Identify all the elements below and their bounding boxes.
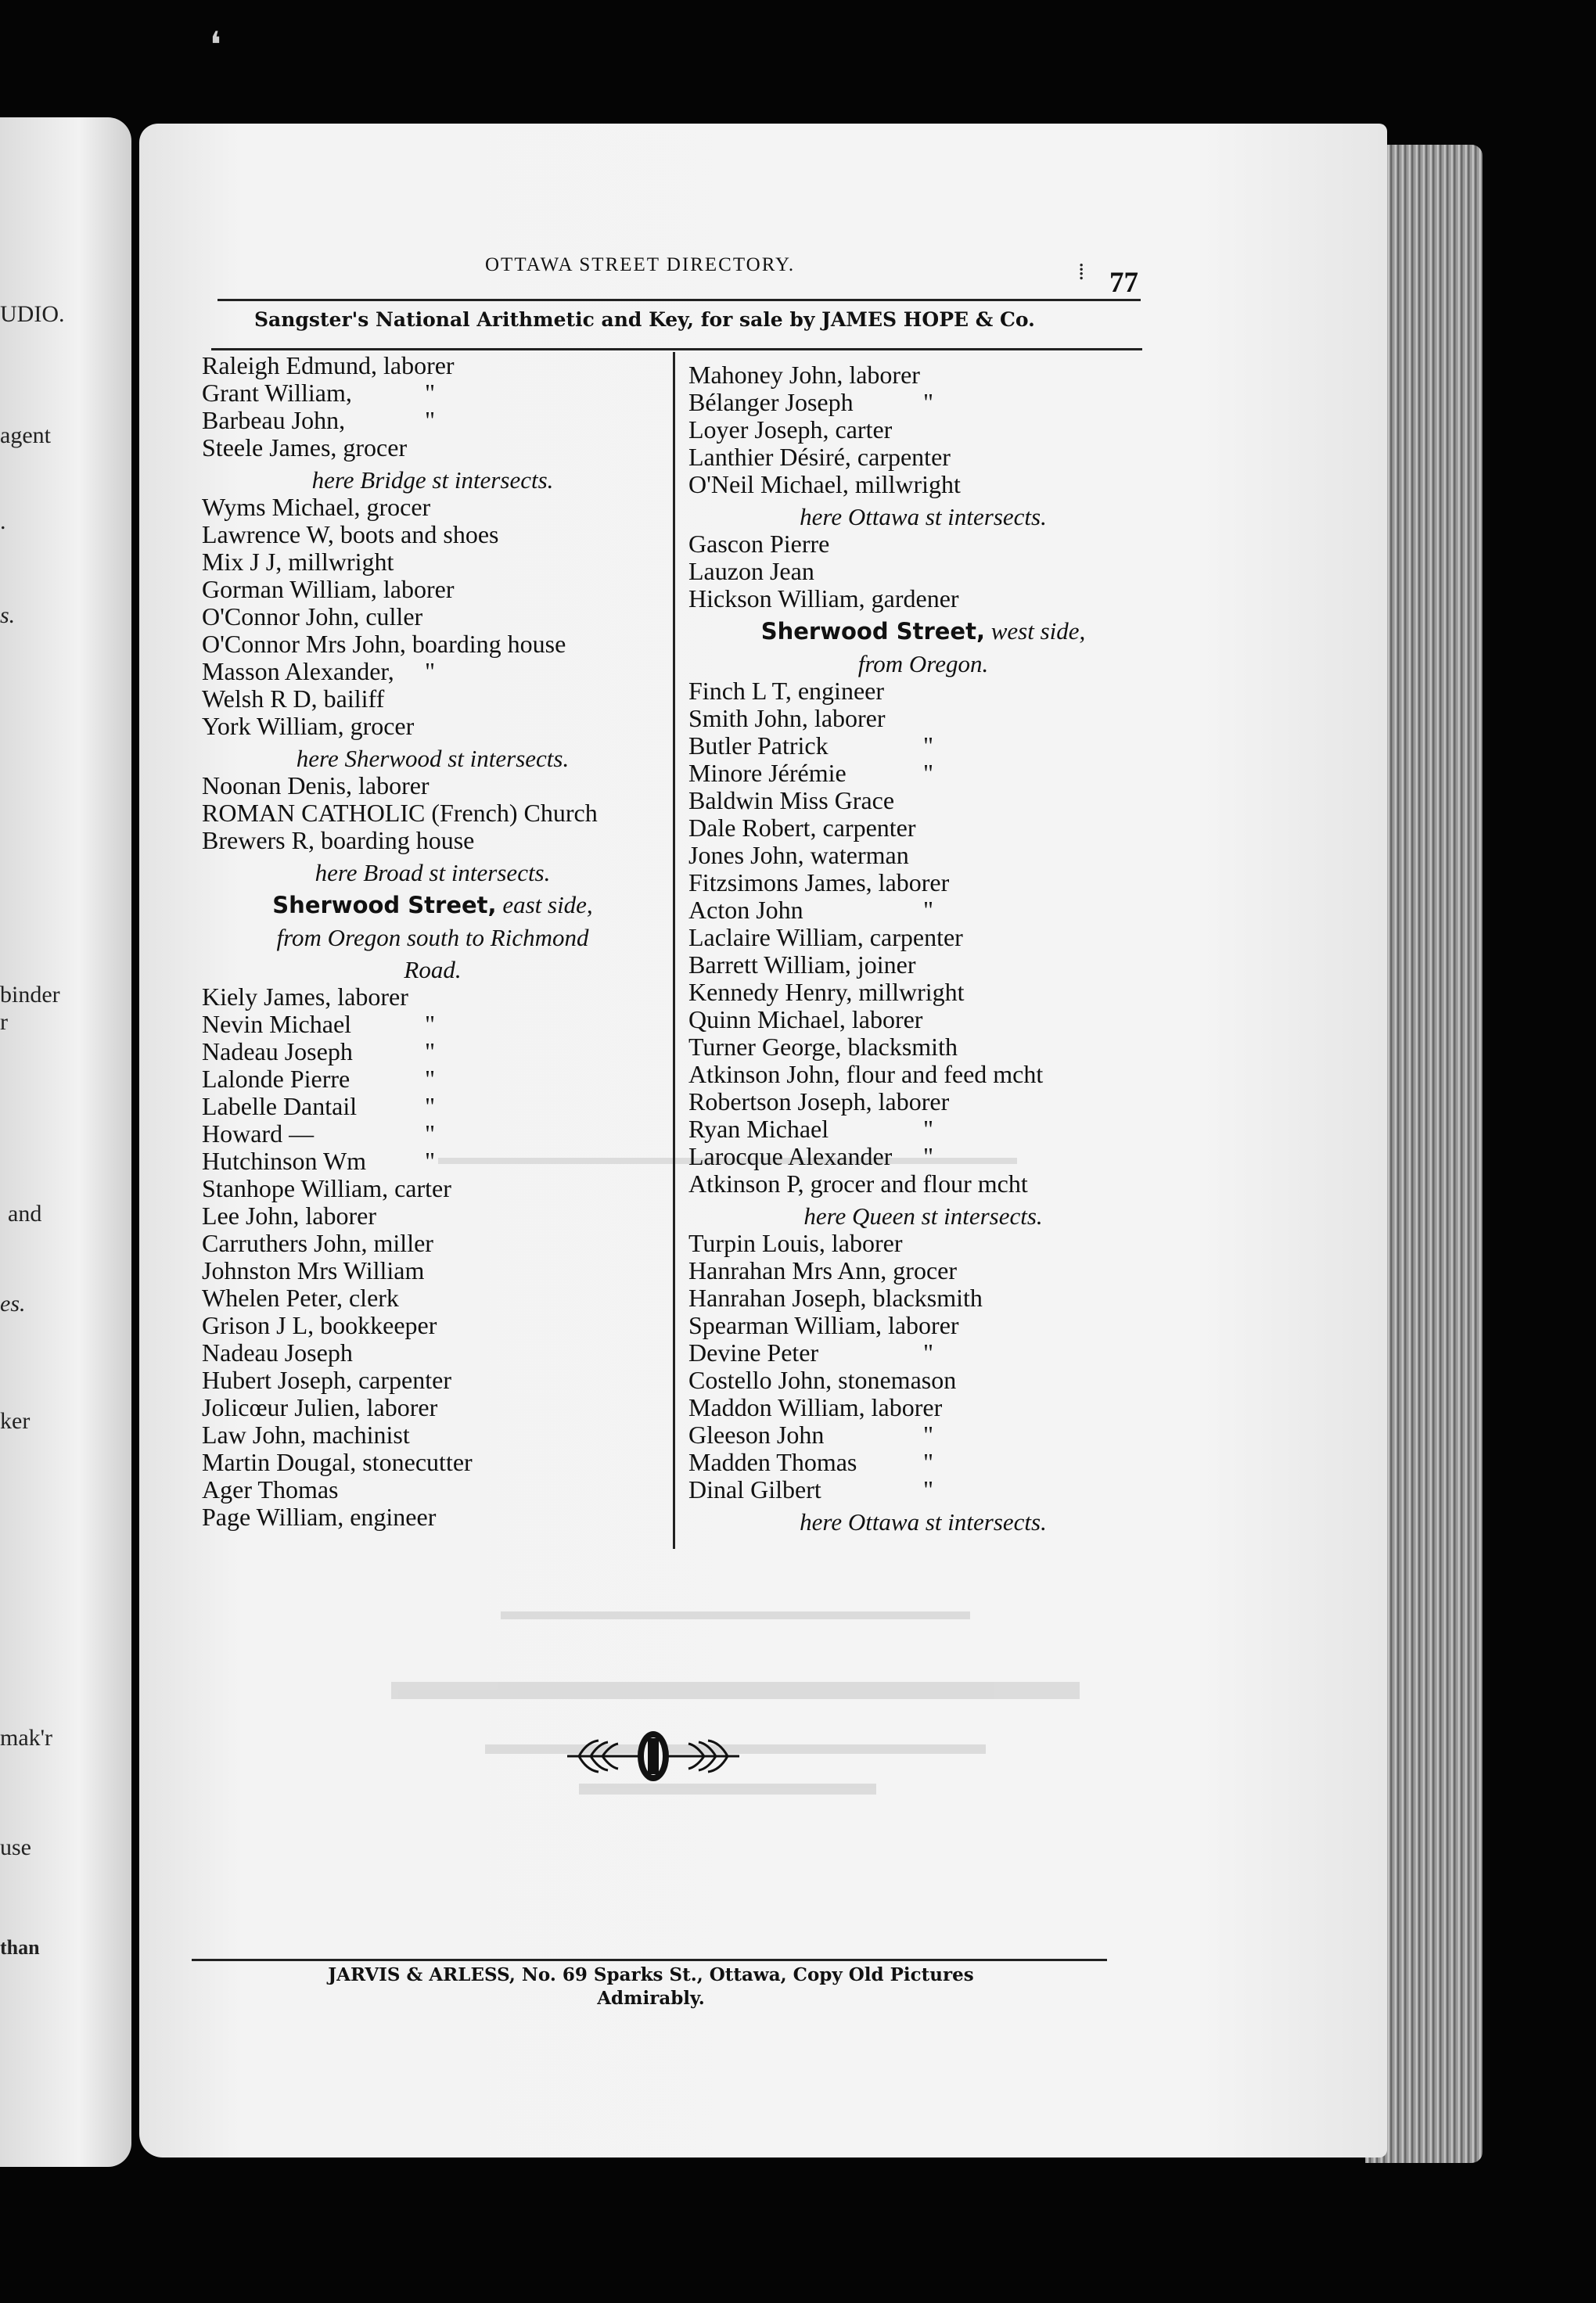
entry-text: Atkinson John, flour and feed mcht	[688, 1060, 1044, 1088]
ditto-mark: "	[425, 1037, 436, 1065]
entry-text: Gascon Pierre	[688, 530, 830, 558]
directory-entry	[688, 924, 1158, 951]
entry-text: Lauzon Jean	[688, 557, 814, 585]
entry-text: Gleeson John	[688, 1421, 825, 1449]
ditto-mark: "	[923, 388, 934, 416]
directory-entry	[202, 434, 663, 462]
directory-entry	[688, 979, 1158, 1006]
header-rule	[211, 348, 1142, 350]
page-number: 77	[1109, 267, 1138, 299]
entry-text: York William, grocer	[202, 712, 415, 740]
footer-rule	[192, 1959, 1107, 1961]
intersection-note	[688, 1508, 1158, 1536]
directory-entry	[202, 1394, 663, 1421]
entry-text: Dale Robert, carpenter	[688, 814, 916, 842]
directory-entry	[688, 1449, 1158, 1476]
entry-text: Nevin Michael	[202, 1010, 352, 1038]
entry-text: Lee John, laborer	[202, 1202, 377, 1230]
directory-entry	[688, 732, 1158, 760]
entry-text: Maddon William, laborer	[688, 1393, 943, 1421]
header-mark: ⁞	[1078, 258, 1085, 286]
entry-text: Quinn Michael, laborer	[688, 1005, 923, 1033]
entry-text: O'Connor Mrs John, boarding house	[202, 630, 566, 658]
directory-entry	[202, 685, 663, 713]
floral-ornament-icon	[563, 1729, 743, 1784]
entry-text: from Oregon.	[857, 650, 989, 677]
directory-entry	[202, 1284, 663, 1312]
directory-entry	[688, 1033, 1158, 1061]
directory-entry	[202, 1093, 663, 1120]
directory-entry	[688, 389, 1158, 416]
directory-entry	[688, 1339, 1158, 1367]
directory-entry	[202, 1449, 663, 1476]
directory-entry	[202, 521, 663, 548]
entry-text: Larocque Alexander	[688, 1142, 893, 1170]
entry-text: Wyms Michael, grocer	[202, 493, 431, 521]
entry-text: Devine Peter	[688, 1338, 819, 1367]
directory-entry	[202, 658, 663, 685]
entry-text: Dinal Gilbert	[688, 1475, 821, 1504]
footer-advertisement	[197, 1963, 1105, 2010]
footer-line: Admirably.	[597, 1988, 705, 2009]
entry-text: ROMAN CATHOLIC (French) Church	[202, 799, 598, 827]
directory-entry	[202, 799, 663, 827]
directory-entry	[202, 494, 663, 521]
directory-entry	[202, 1476, 663, 1504]
intersection-note	[688, 650, 1158, 677]
directory-entry	[202, 1312, 663, 1339]
directory-entry	[688, 1170, 1158, 1198]
ditto-mark: "	[425, 1010, 436, 1038]
entry-text: Lawrence W, boots and shoes	[202, 520, 499, 548]
entry-text: Welsh R D, bailiff	[202, 684, 385, 713]
entry-text: Smith John, laborer	[688, 704, 886, 732]
left-page-fragment: es.	[0, 1291, 26, 1317]
entry-text: Grison J L, bookkeeper	[202, 1311, 437, 1339]
entry-text: Hanrahan Mrs Ann, grocer	[688, 1256, 957, 1284]
directory-entry	[202, 352, 663, 379]
directory-entry	[688, 760, 1158, 787]
entry-text: Nadeau Joseph	[202, 1037, 353, 1065]
ditto-mark: "	[923, 1142, 934, 1170]
entry-text: Kennedy Henry, millwright	[688, 978, 965, 1006]
entry-text: Noonan Denis, laborer	[202, 771, 430, 799]
ditto-mark: "	[425, 1119, 436, 1148]
directory-entry	[688, 1257, 1158, 1284]
entry-text: here Queen st intersects.	[803, 1202, 1043, 1230]
entry-text: Madden Thomas	[688, 1448, 857, 1476]
street-side-label: west side,	[984, 617, 1086, 645]
ditto-mark: "	[923, 759, 934, 787]
entry-text: Martin Dougal, stonecutter	[202, 1448, 473, 1476]
entry-text: Sherwood Street,	[272, 892, 497, 918]
ditto-mark: "	[923, 1475, 934, 1504]
directory-entry	[688, 1006, 1158, 1033]
right-column	[688, 361, 1158, 1536]
intersection-note	[202, 466, 663, 494]
directory-entry	[202, 1065, 663, 1093]
entry-text: Road.	[404, 956, 462, 983]
directory-entry	[202, 1202, 663, 1230]
entry-text: Sherwood Street,	[760, 618, 985, 645]
entry-text: Jolicœur Julien, laborer	[202, 1393, 438, 1421]
street-heading	[202, 891, 663, 919]
entry-text: Robertson Joseph, laborer	[688, 1087, 950, 1116]
entry-text: Barrett William, joiner	[688, 950, 916, 979]
entry-text: Mahoney John, laborer	[688, 361, 920, 389]
left-page-fragment: s.	[0, 602, 16, 628]
directory-entry	[202, 983, 663, 1011]
entry-text: Laclaire William, carpenter	[688, 923, 963, 951]
left-page-fragment: use	[0, 1834, 31, 1860]
directory-entry	[202, 1230, 663, 1257]
left-page-fragment: agent	[0, 422, 51, 448]
entry-text: here Bridge st intersects.	[311, 466, 554, 494]
directory-entry	[688, 558, 1158, 585]
ditto-mark: "	[923, 896, 934, 924]
intersection-note	[202, 745, 663, 772]
directory-entry	[202, 631, 663, 658]
entry-text: Fitzsimons James, laborer	[688, 868, 950, 896]
directory-entry	[202, 548, 663, 576]
entry-text: Whelen Peter, clerk	[202, 1284, 399, 1312]
ditto-mark: "	[923, 1448, 934, 1476]
entry-text: here Ottawa st intersects.	[800, 503, 1047, 530]
entry-text: Hubert Joseph, carpenter	[202, 1366, 451, 1394]
directory-entry	[688, 951, 1158, 979]
directory-entry	[688, 1394, 1158, 1421]
entry-text: Stanhope William, carter	[202, 1174, 451, 1202]
entry-text: Masson Alexander,	[202, 657, 394, 685]
ditto-mark: "	[425, 379, 436, 407]
directory-entry	[688, 896, 1158, 924]
ditto-mark: "	[923, 731, 934, 760]
left-page-fragment: ker	[0, 1408, 31, 1434]
entry-text: Law John, machinist	[202, 1421, 410, 1449]
entry-text: Minore Jérémie	[688, 759, 847, 787]
entry-text: here Sherwood st intersects.	[296, 745, 570, 772]
entry-text: Finch L T, engineer	[688, 677, 884, 705]
intersection-note	[202, 924, 663, 951]
entry-text: Page William, engineer	[202, 1503, 437, 1531]
directory-entry	[688, 1476, 1158, 1504]
directory-entry	[202, 1148, 663, 1175]
ditto-mark: "	[923, 1115, 934, 1143]
directory-entry	[202, 1367, 663, 1394]
left-page-fragment: binder	[0, 982, 60, 1008]
ditto-mark: "	[425, 1092, 436, 1120]
intersection-note	[202, 956, 663, 983]
entry-text: Howard —	[202, 1119, 315, 1148]
directory-entry	[688, 705, 1158, 732]
directory-entry	[202, 1339, 663, 1367]
entry-text: Turner George, blacksmith	[688, 1033, 958, 1061]
directory-entry	[688, 471, 1158, 498]
entry-text: Costello John, stonemason	[688, 1366, 957, 1394]
directory-entry	[688, 530, 1158, 558]
entry-text: Ryan Michael	[688, 1115, 829, 1143]
advertisement-banner: Sangster's National Arithmetic and Key, for sale by JAMES HOPE & Co.	[254, 308, 1035, 331]
entry-text: Acton John	[688, 896, 803, 924]
entry-text: Turpin Louis, laborer	[688, 1229, 903, 1257]
directory-entry	[202, 827, 663, 854]
entry-text: Kiely James, laborer	[202, 983, 408, 1011]
ditto-mark: "	[923, 1421, 934, 1449]
directory-entry	[202, 407, 663, 434]
entry-text: Bélanger Joseph	[688, 388, 854, 416]
directory-entry	[202, 1175, 663, 1202]
directory-entry	[202, 772, 663, 799]
directory-entry	[688, 787, 1158, 814]
entry-text: here Ottawa st intersects.	[800, 1508, 1047, 1536]
entry-text: Hanrahan Joseph, blacksmith	[688, 1284, 983, 1312]
entry-text: Barbeau John,	[202, 406, 346, 434]
ditto-mark: "	[425, 406, 436, 434]
entry-text: Gorman William, laborer	[202, 575, 455, 603]
page-stain: ❛	[210, 23, 221, 66]
entry-text: Nadeau Joseph	[202, 1338, 353, 1367]
intersection-note	[688, 1202, 1158, 1230]
directory-entry	[202, 576, 663, 603]
directory-entry	[202, 1120, 663, 1148]
directory-entry	[688, 416, 1158, 444]
street-side-label: east side,	[496, 891, 593, 918]
entry-text: Atkinson P, grocer and flour mcht	[688, 1169, 1028, 1198]
entry-text: O'Connor John, culler	[202, 602, 423, 631]
entry-text: Hutchinson Wm	[202, 1147, 367, 1175]
directory-entry	[202, 1504, 663, 1531]
directory-entry	[202, 379, 663, 407]
left-facing-page	[0, 117, 131, 2167]
directory-entry	[688, 869, 1158, 896]
entry-text: Grant William,	[202, 379, 352, 407]
entry-text: from Oregon south to Richmond	[276, 924, 589, 951]
directory-entry	[688, 444, 1158, 471]
entry-text: O'Neil Michael, millwright	[688, 470, 961, 498]
header-rule	[217, 299, 1141, 301]
entry-text: Johnston Mrs William	[202, 1256, 425, 1284]
directory-entry	[688, 842, 1158, 869]
entry-text: Ager Thomas	[202, 1475, 339, 1504]
ditto-mark: "	[425, 1147, 436, 1175]
entry-text: Jones John, waterman	[688, 841, 909, 869]
left-page-fragment: UDIO.	[0, 301, 65, 327]
entry-text: Spearman William, laborer	[688, 1311, 959, 1339]
entry-text: Lalonde Pierre	[202, 1065, 350, 1093]
directory-entry	[202, 1011, 663, 1038]
directory-entry	[688, 814, 1158, 842]
directory-entry	[202, 713, 663, 740]
directory-entry	[688, 1116, 1158, 1143]
directory-entry	[202, 1421, 663, 1449]
directory-entry	[688, 677, 1158, 705]
left-column	[202, 352, 663, 1531]
entry-text: here Broad st intersects.	[315, 859, 551, 886]
entry-text: Mix J J, millwright	[202, 548, 394, 576]
footer-line: JARVIS & ARLESS, No. 69 Sparks St., Ottawa, Copy Old Pictures	[328, 1964, 974, 1985]
column-divider	[673, 352, 675, 1549]
entry-text: Hickson William, gardener	[688, 584, 959, 613]
left-page-fragment: and	[8, 1201, 42, 1227]
directory-entry	[688, 1088, 1158, 1116]
entry-text: Baldwin Miss Grace	[688, 786, 895, 814]
left-page-fragment: mak'r	[0, 1725, 53, 1751]
directory-entry	[688, 1061, 1158, 1088]
directory-entry	[688, 1312, 1158, 1339]
entry-text: Butler Patrick	[688, 731, 829, 760]
entry-text: Carruthers John, miller	[202, 1229, 433, 1257]
entry-text: Labelle Dantail	[202, 1092, 358, 1120]
directory-entry	[688, 1367, 1158, 1394]
entry-text: Lanthier Désiré, carpenter	[688, 443, 951, 471]
directory-entry	[688, 585, 1158, 613]
directory-entry	[688, 1230, 1158, 1257]
left-page-fragment: .	[0, 508, 6, 534]
directory-entry	[688, 1284, 1158, 1312]
left-page-fragment: r	[0, 1009, 8, 1035]
entry-text: Steele James, grocer	[202, 433, 408, 462]
directory-entry	[688, 1143, 1158, 1170]
directory-entry	[202, 603, 663, 631]
street-heading	[688, 617, 1158, 645]
ditto-mark: "	[425, 1065, 436, 1093]
directory-entry	[202, 1257, 663, 1284]
left-page-fragment: than	[0, 1936, 40, 1959]
entry-text: Loyer Joseph, carter	[688, 415, 893, 444]
entry-text: Raleigh Edmund, laborer	[202, 351, 455, 379]
directory-entry	[688, 1421, 1158, 1449]
running-head: OTTAWA STREET DIRECTORY.	[485, 254, 796, 275]
ditto-mark: "	[425, 657, 436, 685]
directory-entry	[688, 361, 1158, 389]
ditto-mark: "	[923, 1338, 934, 1367]
intersection-note	[202, 859, 663, 886]
directory-entry	[202, 1038, 663, 1065]
entry-text: Brewers R, boarding house	[202, 826, 475, 854]
intersection-note	[688, 503, 1158, 530]
